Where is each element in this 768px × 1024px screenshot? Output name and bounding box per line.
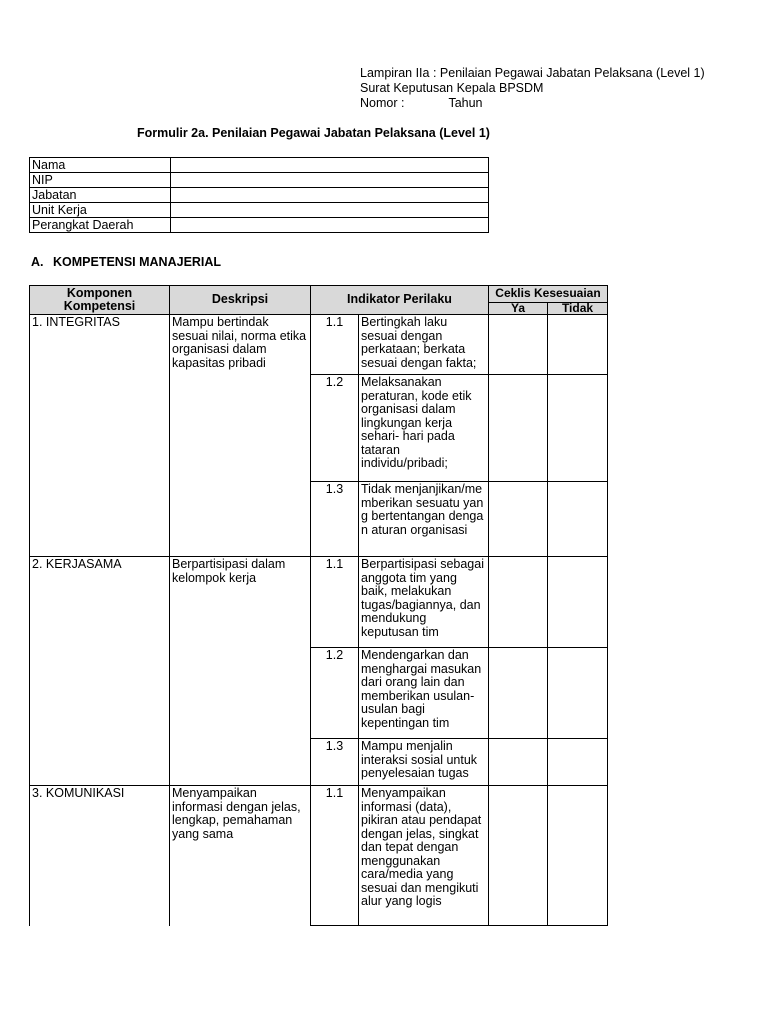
- indicator-text: Menyampaikan informasi (data), pikiran atau pendapat dengan jelas, singkat dan tepat dengan menggunakan cara/media yang sesuai dan mengikuti alur yang logis: [359, 786, 489, 926]
- check-tidak-cell[interactable]: [548, 648, 608, 739]
- nomor-tahun-line: [360, 96, 705, 111]
- header-indikator: Indikator Perilaku: [311, 286, 489, 315]
- indicator-text: Mendengarkan dan menghargai masukan dari orang lain dan memberikan usulan-usulan bagi kepentingan tim: [359, 648, 489, 739]
- identity-value-field[interactable]: [171, 203, 489, 218]
- identity-value-field[interactable]: [171, 188, 489, 203]
- identity-label: Perangkat Daerah: [30, 218, 171, 233]
- competency-description: Mampu bertindak sesuai nilai, norma etika organisasi dalam kapasitas pribadi: [170, 315, 311, 557]
- indicator-text: Tidak menjanjikan/memberikan sesuatu yang bertentangan dengan aturan organisasi: [359, 482, 489, 557]
- identity-label: Nama: [30, 158, 171, 173]
- check-tidak-cell[interactable]: [548, 786, 608, 926]
- header-deskripsi: Deskripsi: [170, 286, 311, 315]
- identity-row: [30, 173, 489, 188]
- check-tidak-cell[interactable]: [548, 482, 608, 557]
- identity-value-field[interactable]: [171, 158, 489, 173]
- indicator-text: Mampu menjalin interaksi sosial untuk penyelesaian tugas: [359, 739, 489, 786]
- tahun-label: Tahun: [448, 96, 483, 110]
- competency-description: Menyampaikan informasi dengan jelas, lengkap, pemahaman yang sama: [170, 786, 311, 926]
- section-name: KOMPETENSI MANAJERIAL: [53, 255, 222, 269]
- identity-row: [30, 188, 489, 203]
- check-ya-cell[interactable]: [489, 786, 548, 926]
- indicator-number: 1.1: [311, 786, 359, 926]
- header-ceklis: Ceklis Kesesuaian: [489, 286, 608, 303]
- competency-name: 3. KOMUNIKASI: [30, 786, 170, 926]
- competency-table: [29, 285, 608, 926]
- indicator-text: Berpartisipasi sebagai anggota tim yang baik, melakukan tugas/bagiannya, dan mendukung keputusan tim: [359, 557, 489, 648]
- header-ya: Ya: [489, 302, 548, 314]
- indicator-number: 1.2: [311, 375, 359, 482]
- identity-table: [29, 157, 489, 233]
- decree-line: Surat Keputusan Kepala BPSDM: [360, 81, 544, 95]
- table-row: [30, 786, 608, 926]
- table-row: [30, 557, 608, 648]
- table-row: [30, 315, 608, 375]
- check-ya-cell[interactable]: [489, 482, 548, 557]
- competency-name: 2. KERJASAMA: [30, 557, 170, 786]
- nomor-label: Nomor :: [360, 96, 405, 110]
- competency-name: 1. INTEGRITAS: [30, 315, 170, 557]
- check-tidak-cell[interactable]: [548, 375, 608, 482]
- indicator-number: 1.3: [311, 482, 359, 557]
- attachment-line: Lampiran IIa : Penilaian Pegawai Jabatan Pelaksana (Level 1): [360, 66, 705, 80]
- identity-value-field[interactable]: [171, 218, 489, 233]
- identity-row: [30, 218, 489, 233]
- indicator-number: 1.3: [311, 739, 359, 786]
- indicator-number: 1.1: [311, 315, 359, 375]
- check-ya-cell[interactable]: [489, 375, 548, 482]
- check-tidak-cell[interactable]: [548, 739, 608, 786]
- identity-label: Unit Kerja: [30, 203, 171, 218]
- indicator-text: Bertingkah laku sesuai dengan perkataan; berkata sesuai dengan fakta;: [359, 315, 489, 375]
- competency-description: Berpartisipasi dalam kelompok kerja: [170, 557, 311, 786]
- check-ya-cell[interactable]: [489, 315, 548, 375]
- header-komponen: Komponen Kompetensi: [30, 286, 170, 315]
- header-tidak: Tidak: [548, 302, 608, 314]
- check-tidak-cell[interactable]: [548, 557, 608, 648]
- check-ya-cell[interactable]: [489, 648, 548, 739]
- identity-row: [30, 203, 489, 218]
- identity-label: Jabatan: [30, 188, 171, 203]
- section-title: [31, 255, 221, 269]
- section-letter: A.: [31, 255, 44, 269]
- check-ya-cell[interactable]: [489, 557, 548, 648]
- attachment-header: [360, 66, 705, 111]
- check-tidak-cell[interactable]: [548, 315, 608, 375]
- identity-value-field[interactable]: [171, 173, 489, 188]
- identity-label: NIP: [30, 173, 171, 188]
- check-ya-cell[interactable]: [489, 739, 548, 786]
- indicator-number: 1.2: [311, 648, 359, 739]
- identity-row: [30, 158, 489, 173]
- indicator-text: Melaksanakan peraturan, kode etik organisasi dalam lingkungan kerja sehari- hari pada tataran individu/pribadi;: [359, 375, 489, 482]
- form-title: Formulir 2a. Penilaian Pegawai Jabatan Pelaksana (Level 1): [137, 126, 490, 140]
- indicator-number: 1.1: [311, 557, 359, 648]
